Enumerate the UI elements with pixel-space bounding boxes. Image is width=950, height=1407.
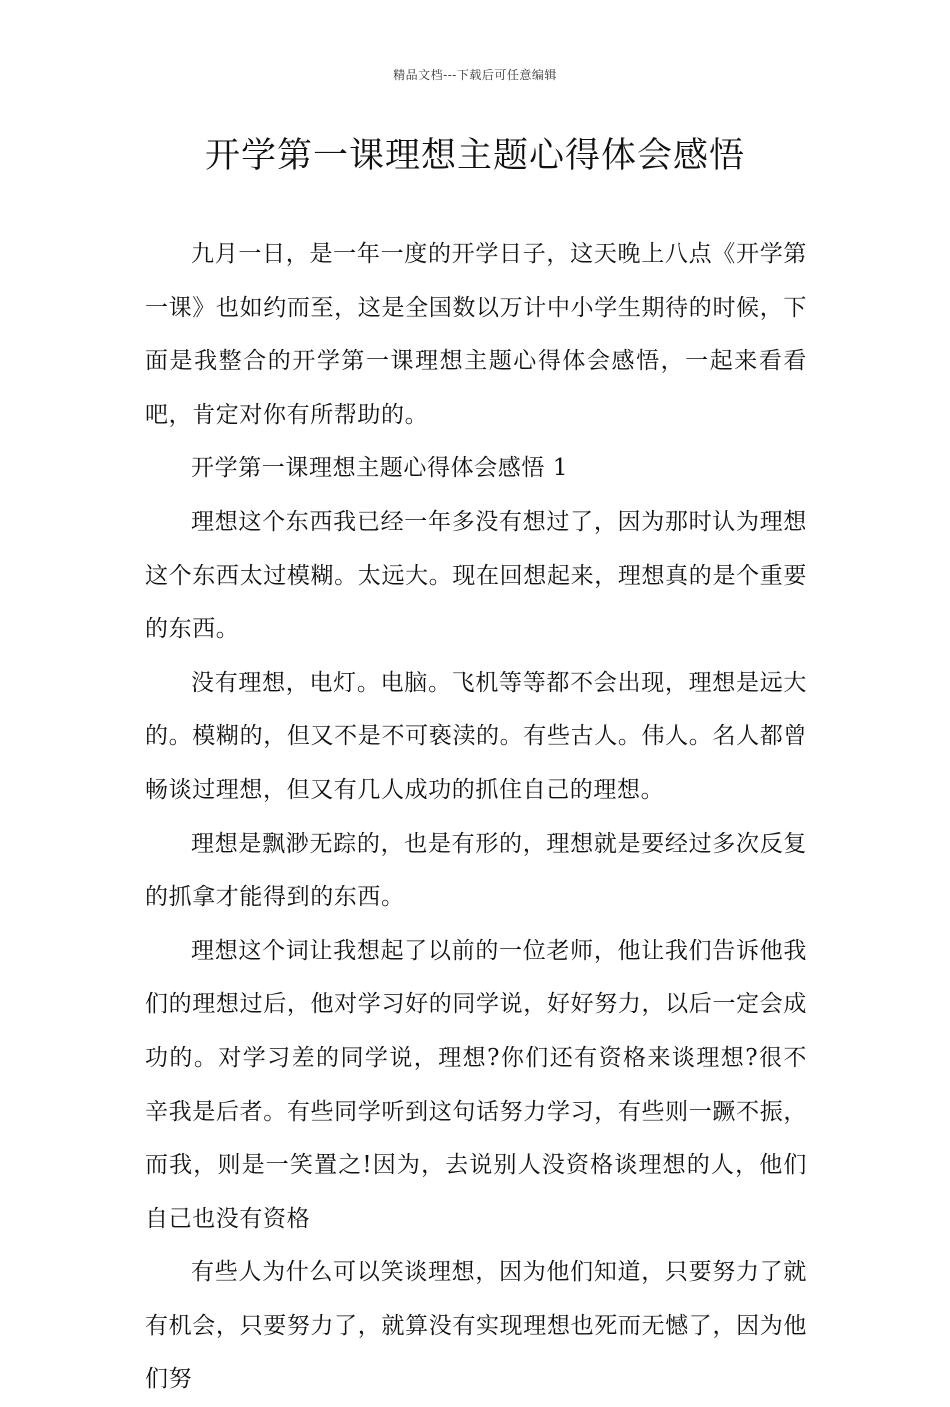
section-heading: 开学第一课理想主题心得体会感悟 1	[191, 455, 569, 482]
body-paragraph: 理想这个词让我想起了以前的一位老师，他让我们告诉他我们的理想过后，他对学习好的同学说，好好努力，以后一定会成功的。对学习差的同学说，理想?你们还有资格来谈理想?很不辛我是后者。有些同学听到这句话努力学习，有些则一蹶不振，而我，则是一笑置之!因为，去说别人没资格谈理想的人，他们自己也没有资格	[145, 937, 807, 1232]
document-title: 开学第一课理想主题心得体会感悟	[204, 136, 745, 176]
body-paragraph: 理想是飘渺无踪的，也是有形的，理想就是要经过多次反复的抓拿才能得到的东西。	[145, 830, 807, 911]
body-paragraph: 有些人为什么可以笑谈理想，因为他们知道，只要努力了就有机会，只要努力了，就算没有实现理想也死而无憾了，因为他们努	[145, 1259, 807, 1393]
document-body	[145, 228, 807, 1407]
body-paragraph: 理想这个东西我已经一年多没有想过了，因为那时认为理想这个东西太过模糊。太远大。现在回想起来，理想真的是个重要的东西。	[145, 508, 807, 643]
body-paragraph: 没有理想，电灯。电脑。飞机等等都不会出现，理想是远大的。模糊的，但又不是不可亵渎的。有些古人。伟人。名人都曾畅谈过理想，但又有几人成功的抓住自己的理想。	[145, 669, 807, 803]
header-note: 精品文档---下载后可任意编辑	[393, 68, 557, 82]
intro-paragraph: 九月一日，是一年一度的开学日子，这天晚上八点《开学第一课》也如约而至，这是全国数以万计中小学生期待的时候，下面是我整合的开学第一课理想主题心得体会感悟，一起来看看吧，肯定对你有所帮助的。	[145, 241, 807, 428]
